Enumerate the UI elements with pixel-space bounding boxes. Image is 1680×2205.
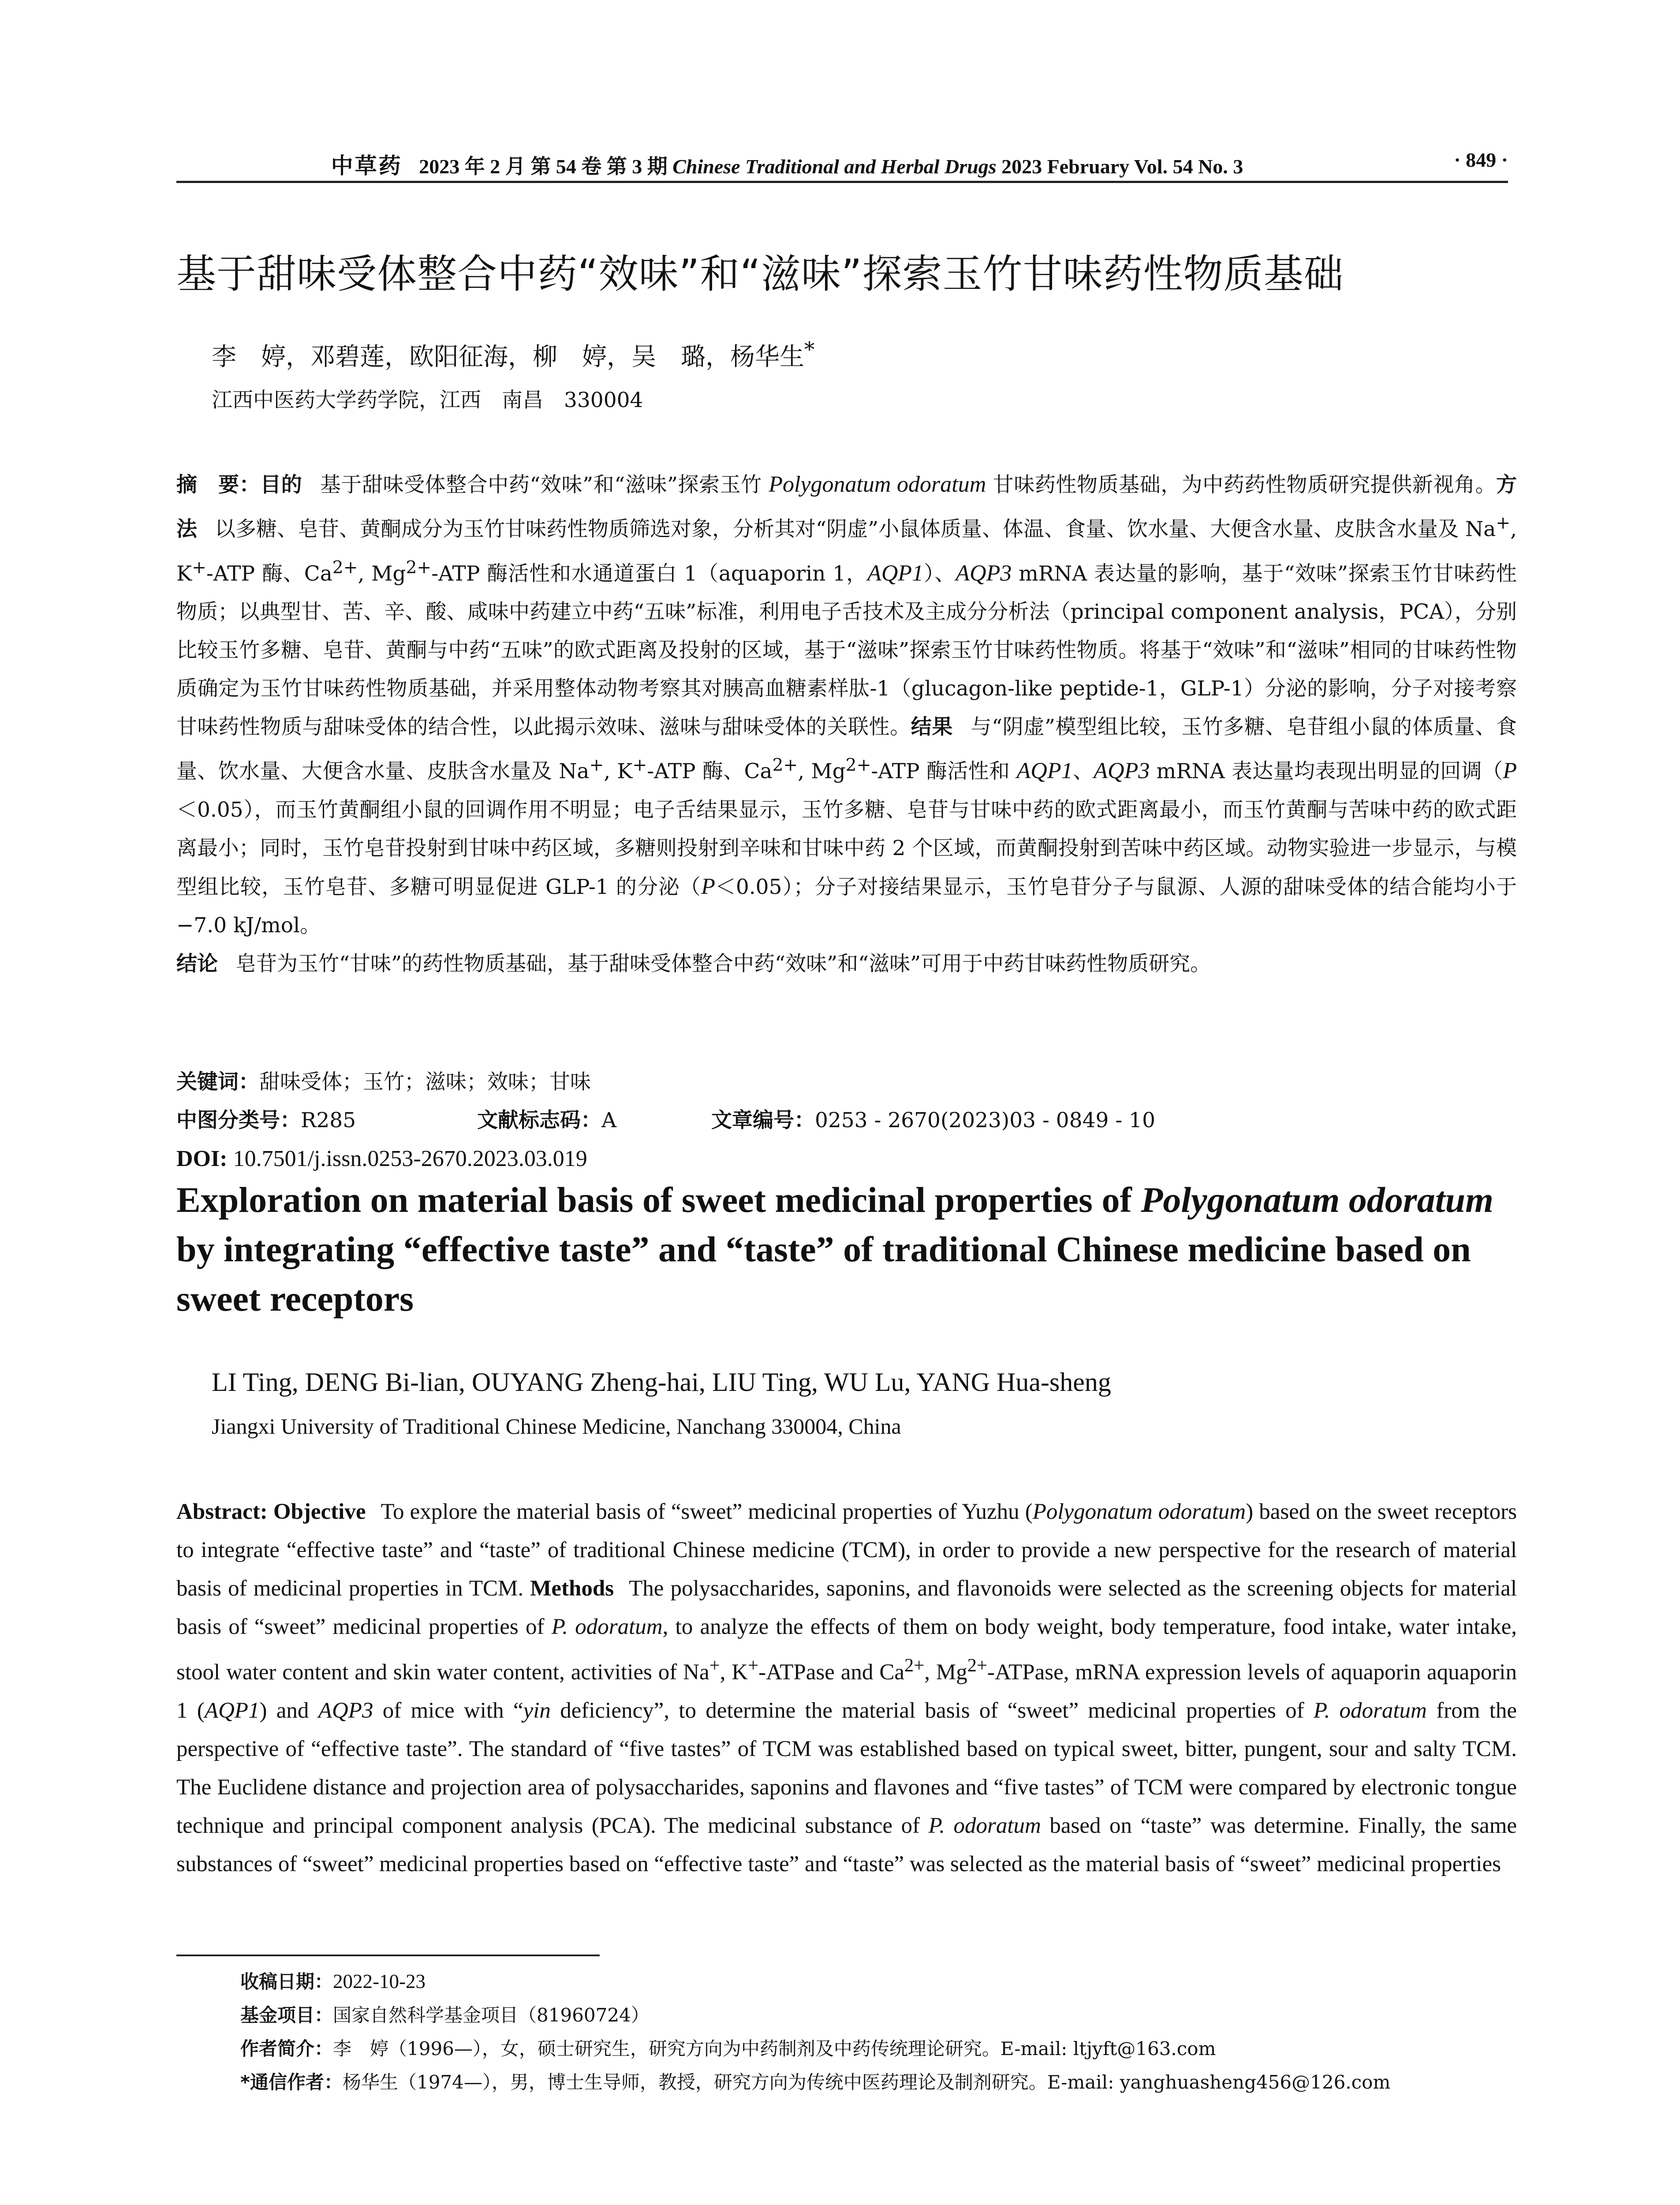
gene-name: AQP1 [1016,758,1073,784]
en-issue: 2023 February Vol. 54 No. 3 [1001,155,1243,178]
en-abstract-label: Abstract: [176,1499,268,1524]
en-journal-name: Chinese Traditional and Herbal Drugs [672,155,997,178]
en-methods-text: , Mg [924,1660,967,1685]
fund-label: 基金项目： [240,2004,333,2026]
cn-results-text: ＜0.05）；分子对接结果显示，玉竹皂苷分子与鼠源、人源的甜味受体的结合能均小于−7.0 kJ/mol。 [176,875,1517,938]
sup: + [192,557,206,578]
sup: 2+ [967,1655,987,1676]
article-number: 0253 - 2670(2023)03 - 0849 - 10 [814,1108,1155,1132]
p-value-symbol: P [701,874,715,899]
clc-number: R285 [301,1108,356,1132]
gene-name: AQP1 [867,561,924,586]
cn-methods-text: mRNA 表达量的影响，基于“效味”探索玉竹甘味药性物质；以典型甘、苦、辛、酸、咸味中药建立中药“五味”标准，利用电子舌技术及主成分分析法（principal component analysis，PCA），分别比较玉竹多糖、皂苷、黄酮与中药“五味”的欧式距离及投射的区域，基于“滋味”探索玉竹甘味药性物质。将基于“效味”和“滋味”相同的甘味药性物质确定为玉竹甘味药性物质基础，并采用整体动物考察其对胰高血糖素样肽-1（glucagon-like peptide-1，GLP-1）分泌的影响，分子对接考察甘味药性物质与甜味受体的结合性，以此揭示效味、滋味与甜味受体的关联性。 [176,561,1517,740]
en-methods-text: deficiency”, to determine the material basis of “sweet” medicinal properties of [550,1698,1314,1723]
received-value: 2022-10-23 [333,1970,426,1992]
keywords: 甜味受体；玉竹；滋味；效味；甘味 [259,1070,591,1094]
sup: + [1496,513,1511,533]
en-methods-text: -ATPase, mRNA expression levels of aquaporin aquaporin 1 ( [176,1660,1517,1723]
cn-methods-text: 以多糖、皂苷、黄酮成分为玉竹甘味药性物质筛选对象，分析其对“阴虚”小鼠体质量、体温、食量、饮水量、大便含水量、皮肤含水量及 Na [215,517,1496,542]
cn-methods-text: -ATP 酶活性和水通道蛋白 1（aquaporin 1， [431,561,867,586]
cn-results-text: mRNA 表达量均表现出明显的回调（ [1150,759,1503,784]
cn-methods-label: 方法 [176,473,1517,542]
cn-results-label: 结果 [911,715,953,740]
received-label: 收稿日期： [240,1971,333,1992]
sup: 2+ [845,755,871,776]
en-objective-text: To explore the material basis of “sweet” medicinal properties of Yuzhu ( [381,1499,1033,1524]
running-header [176,146,1508,183]
en-methods-text: ) and [259,1698,318,1723]
cn-issue: 2023 年 2 月 第 54 卷 第 3 期 [419,155,668,178]
cn-objective-label: 目的 [260,473,302,497]
cn-methods-text: ）、 [923,561,956,586]
cn-methods-text: -ATP 酶、Ca [206,561,332,586]
footnotes [240,1965,1390,2099]
en-authors: LI Ting, DENG Bi-lian, OUYANG Zheng-hai, LIU Ting, WU Lu, YANG Hua-sheng [212,1368,1111,1397]
cn-methods-text: , K [176,517,1517,586]
cn-results-text: 与“阴虚”模型组比较，玉竹多糖、皂苷组小鼠的体质量、食量、饮水量、大便含水量、皮肤含水量及 Na [176,715,1517,784]
en-methods-label: Methods [530,1576,614,1601]
en-objective-label: Objective [273,1499,366,1524]
author-bio-label: 作者简介： [240,2038,333,2059]
sup: 2+ [904,1655,925,1676]
cn-objective-text: 基于甜味受体整合中药“效味”和“滋味”探索玉竹 [320,473,762,497]
doi-row [176,1140,1155,1178]
cn-results-text: ＜0.05），而玉竹黄酮组小鼠的回调作用不明显；电子舌结果显示，玉竹多糖、皂苷与甘味中药的欧式距离最小，而玉竹黄酮与苦味中药的欧式距离最小；同时，玉竹皂苷投射到甘味中药区域，多糖则投射到辛味和甘味中药 2 个区域，而黄酮投射到苦味中药区域。动物实验进一步显示，与模型组比较，玉竹皂苷、多糖可明显促进 GLP-1 的分泌（ [176,797,1517,899]
journal-logo: 中草药 [331,153,403,179]
cn-methods-text: , Mg [358,561,406,586]
fund-info [240,1999,1390,2032]
species-name: Polygonatum odoratum [769,472,986,497]
en-methods-text: of mice with “ [373,1698,523,1723]
en-methods-text: based on “taste” was determine. Finally, the same substances of “sweet” medicinal properties based on “effective taste” and “taste” was selected as the material basis of “sweet” medicinal properties [176,1813,1517,1876]
sup: + [589,755,604,776]
cn-author-list: 李 婷，邓碧莲，欧阳征海，柳 婷，吴 璐，杨华生 [212,343,804,371]
en-methods-text: , K [720,1660,748,1685]
cn-results-text: -ATP 酶、Ca [647,759,773,784]
clc-label: 中图分类号： [176,1108,301,1132]
cn-affiliation: 江西中医药大学药学院，江西 南昌 330004 [212,388,643,412]
sup: + [632,755,647,776]
en-methods-text: , to analyze the effects of them on body weight, body temperature, food intake, water intake, stool water content and skin water content, activities of Na [176,1615,1517,1685]
corresponding-mark: * [804,338,815,362]
cn-article-meta [176,1063,1155,1178]
doc-code: A [601,1108,617,1132]
sup: 2+ [772,755,798,776]
en-objective-text: ) based on the sweet receptors to integrate “effective taste” and “taste” of traditional Chinese medicine (TCM), in order to provide a new perspective for the research of material basis of medicinal properties in TCM. [176,1499,1517,1601]
sup: 2+ [406,557,432,578]
cn-results-text: 、 [1072,759,1094,784]
corresponding-author [240,2066,1390,2099]
sup: + [748,1655,759,1676]
sup: 2+ [332,557,358,578]
cn-conclusion-label: 结论 [176,951,218,976]
cn-conclusion-text: 皂苷为玉竹“甘味”的药性物质基础，基于甜味受体整合中药“效味”和“滋味”可用于中药甘味药性物质研究。 [235,951,1211,976]
doc-code-label: 文献标志码： [477,1108,602,1132]
yin-term: yin [523,1698,551,1723]
cn-results-text: -ATP 酶活性和 [871,759,1017,784]
doi[interactable]: 10.7501/j.issn.0253-2670.2023.03.019 [233,1146,587,1171]
cn-title: 基于甜味受体整合中药“效味”和“滋味”探索玉竹甘味药性物质基础 [176,251,1344,297]
en-title-part: Exploration on material basis of sweet medicinal properties of [176,1180,1141,1220]
article-no-label: 文章编号： [711,1108,815,1132]
cn-results-text: , K [604,759,633,784]
fund-value: 国家自然科学基金项目（81960724） [333,2004,650,2026]
species-abbrev: P. odoratum [928,1813,1041,1838]
received-date [240,1965,1390,1999]
gene-name: AQP3 [318,1698,373,1723]
species-name: Polygonatum odoratum [1032,1499,1246,1524]
species-abbrev: P. odoratum [1313,1698,1427,1723]
corresponding-value: 杨华生（1974—），男，博士生导师，教授，研究方向为传统中医药理论及制剂研究。E-mail: yanghuasheng456@126.com [342,2071,1391,2093]
keywords-row [176,1063,1155,1101]
p-value-symbol: P [1503,758,1517,784]
en-abstract [176,1493,1517,1884]
species-abbrev: P. odoratum [551,1615,663,1639]
gene-name: AQP1 [204,1698,260,1723]
corresponding-label: *通信作者： [240,2071,343,2093]
journal-citation [176,148,1398,180]
en-title-part: by integrating “effective taste” and “taste” of traditional Chinese medicine based on sweet receptors [176,1229,1471,1319]
sup: + [709,1655,720,1676]
doi-label: DOI: [176,1146,228,1171]
author-bio-value: 李 婷（1996—），女，硕士研究生，研究方向为中药制剂及中药传统理论研究。E-mail: ltjyft@163.com [333,2038,1216,2059]
en-title-species: Polygonatum odoratum [1141,1180,1493,1220]
en-title [176,1175,1526,1323]
cn-abstract-label: 摘 要： [176,473,261,497]
author-bio [240,2032,1390,2066]
en-methods-text: -ATPase and Ca [758,1660,905,1685]
classification-row [176,1101,1155,1140]
cn-authors [212,337,814,373]
cn-objective-end: 甘味药性物质基础，为中药药性物质研究提供新视角。 [993,473,1497,497]
page-number: · 849 · [1454,149,1508,171]
cn-abstract [176,465,1517,983]
gene-name: AQP3 [1094,758,1150,784]
gene-name: AQP3 [956,561,1012,586]
keywords-label: 关键词： [176,1070,259,1094]
footnote-rule [176,1955,600,1956]
cn-results-text: , Mg [798,759,846,784]
en-affiliation: Jiangxi University of Traditional Chinese Medicine, Nanchang 330004, China [212,1414,901,1439]
en-methods-text: The polysaccharides, saponins, and flavonoids were selected as the screening objects for material basis of “sweet” medicinal properties of [176,1576,1517,1639]
en-methods-text: from the perspective of “effective taste”. The standard of “five tastes” of TCM was established based on typical sweet, bitter, pungent, sour and salty TCM. The Euclidene distance and projection area of polysaccharides, saponins and flavones and “five tastes” of TCM were compared by electronic tongue technique and principal component analysis (PCA). The medicinal substance of [176,1698,1517,1838]
